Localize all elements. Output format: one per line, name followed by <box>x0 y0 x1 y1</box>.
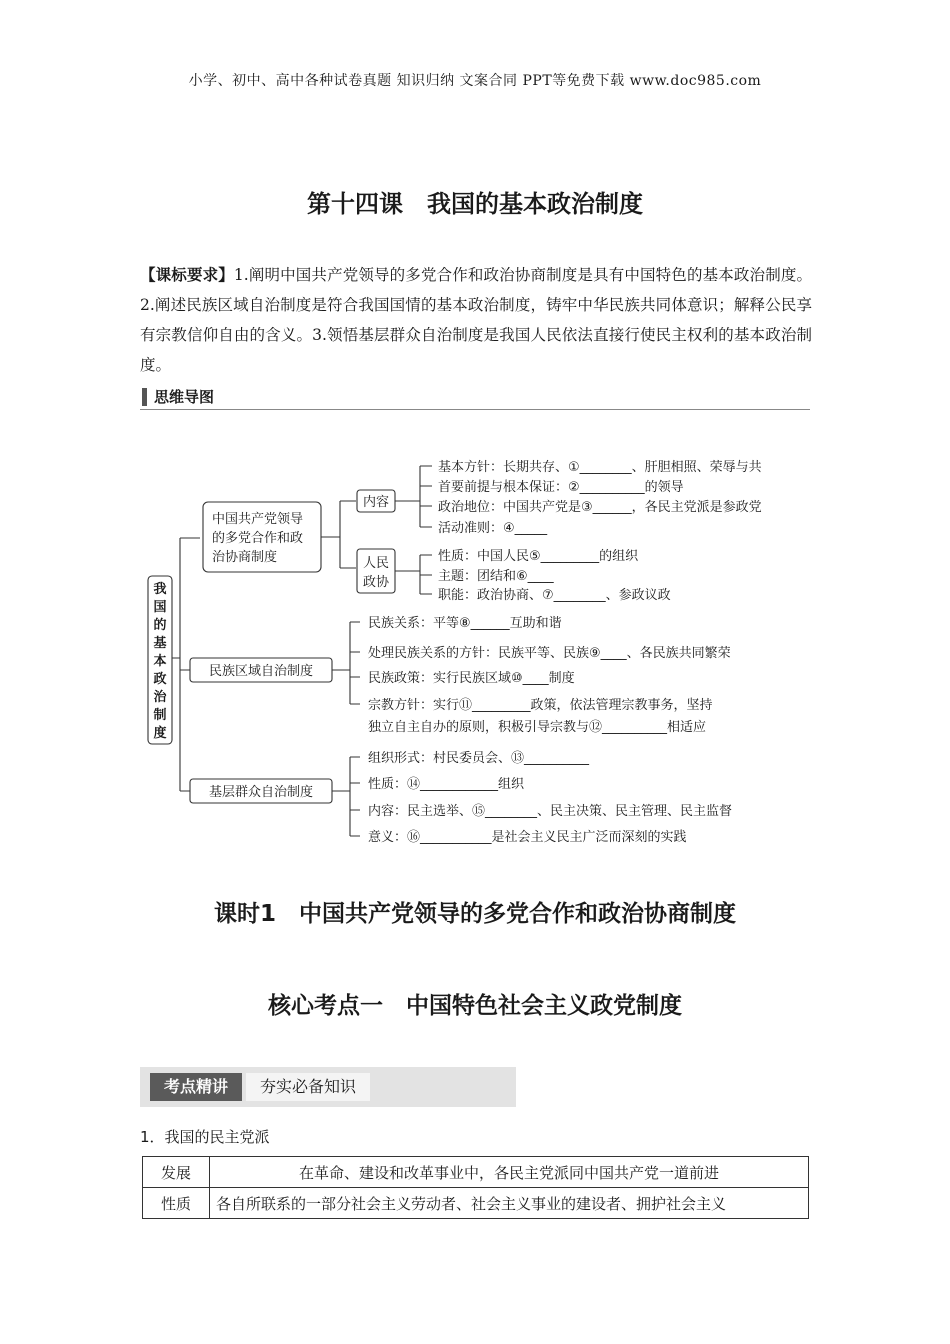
mindmap-item: 意义：⑯___________是社会主义民主广泛而深刻的实践 <box>368 830 687 845</box>
mindmap-item: 首要前提与根本保证：②__________的领导 <box>438 480 684 495</box>
branch-2-label: 民族区域自治制度 <box>208 664 314 679</box>
mindmap-heading-label: 思维导图 <box>154 388 215 406</box>
parties-table <box>142 1156 809 1219</box>
page-header: 小学、初中、高中各种试卷真题 知识归纳 文案合同 PPT等免费下载 www.doc985.com <box>188 73 762 89</box>
mindmap-item: 政治地位：中国共产党是③______，各民主党派是参政党 <box>438 500 762 515</box>
sub-label-cppcc: 政协 <box>362 575 390 590</box>
mindmap-item: 基本方针：长期共存、①________、肝胆相照、荣辱与共 <box>438 460 762 475</box>
root-char: 治 <box>153 690 167 705</box>
table-key: 性质 <box>143 1188 210 1219</box>
root-char: 制 <box>153 708 167 723</box>
mindmap-item: 职能：政治协商、⑦________、参政议政 <box>438 588 671 603</box>
mindmap-item: 组织形式：村民委员会、⑬__________ <box>368 751 590 766</box>
table-row <box>143 1157 809 1188</box>
root-char: 本 <box>153 654 167 669</box>
requirements-text: 1.阐明中国共产党领导的多党合作和政治协商制度是具有中国特色的基本政治制度。2.阐述民族区域自治制度是符合我国国情的基本政治制度，铸牢中华民族共同体意识；解释公民享有宗教信仰自由的含义。3.领悟基层群众自治制度是我国人民依法直接行使民主权利的基本政治制度。 <box>140 266 812 374</box>
mindmap-item: 主题：团结和⑥____ <box>438 569 554 584</box>
table-value: 各自所联系的一部分社会主义劳动者、社会主义事业的建设者、拥护社会主义 <box>210 1188 809 1219</box>
mindmap-item: 活动准则：④_____ <box>438 521 548 536</box>
requirements-label: 【课标要求】 <box>140 266 234 284</box>
root-char: 国 <box>153 600 167 615</box>
banner-dark-label: 考点精讲 <box>150 1073 242 1101</box>
branch-1-label: 的多党合作和政 <box>212 531 304 546</box>
banner-light-label: 夯实必备知识 <box>246 1073 370 1101</box>
mindmap-item: 处理民族关系的方针：民族平等、民族⑨____、各民族共同繁荣 <box>368 646 731 661</box>
root-char: 政 <box>153 672 167 687</box>
core-point-title: 核心考点一 中国特色社会主义政党制度 <box>268 993 682 1019</box>
root-char: 基 <box>153 636 167 651</box>
sub-label-content: 内容 <box>362 495 390 510</box>
table-value: 在革命、建设和改革事业中，各民主党派同中国共产党一道前进 <box>210 1157 809 1188</box>
mindmap-item: 性质：中国人民⑤_________的组织 <box>438 549 639 564</box>
branch-1-label: 治协商制度 <box>212 550 278 565</box>
mindmap-item: 民族关系：平等⑧______互助和谐 <box>368 616 562 631</box>
mindmap-item: 内容：民主选举、⑮________、民主决策、民主管理、民主监督 <box>368 804 733 819</box>
branch-1-label: 中国共产党领导 <box>212 512 304 527</box>
section-heading: 1．我国的民主党派 <box>140 1128 270 1146</box>
root-char: 我 <box>153 582 167 597</box>
mindmap-item: 宗教方针：实行⑪_________政策，依法管理宗教事务，坚持 <box>368 698 713 713</box>
mindmap-item: 民族政策：实行民族区域⑩____制度 <box>368 671 575 686</box>
table-key: 发展 <box>143 1157 210 1188</box>
mindmap-item: 独立自主自办的原则，积极引导宗教与⑫__________相适应 <box>368 720 707 735</box>
sub-label-cppcc: 人民 <box>362 556 390 571</box>
root-char: 度 <box>153 726 167 741</box>
branch-3-label: 基层群众自治制度 <box>208 785 314 800</box>
mindmap-item: 性质：⑭____________组织 <box>368 777 525 792</box>
table-row <box>143 1188 809 1219</box>
section-banner <box>140 1067 516 1107</box>
root-char: 的 <box>153 618 167 633</box>
class-title: 课时1 中国共产党领导的多党合作和政治协商制度 <box>213 901 736 927</box>
lesson-title: 第十四课 我国的基本政治制度 <box>307 190 643 218</box>
